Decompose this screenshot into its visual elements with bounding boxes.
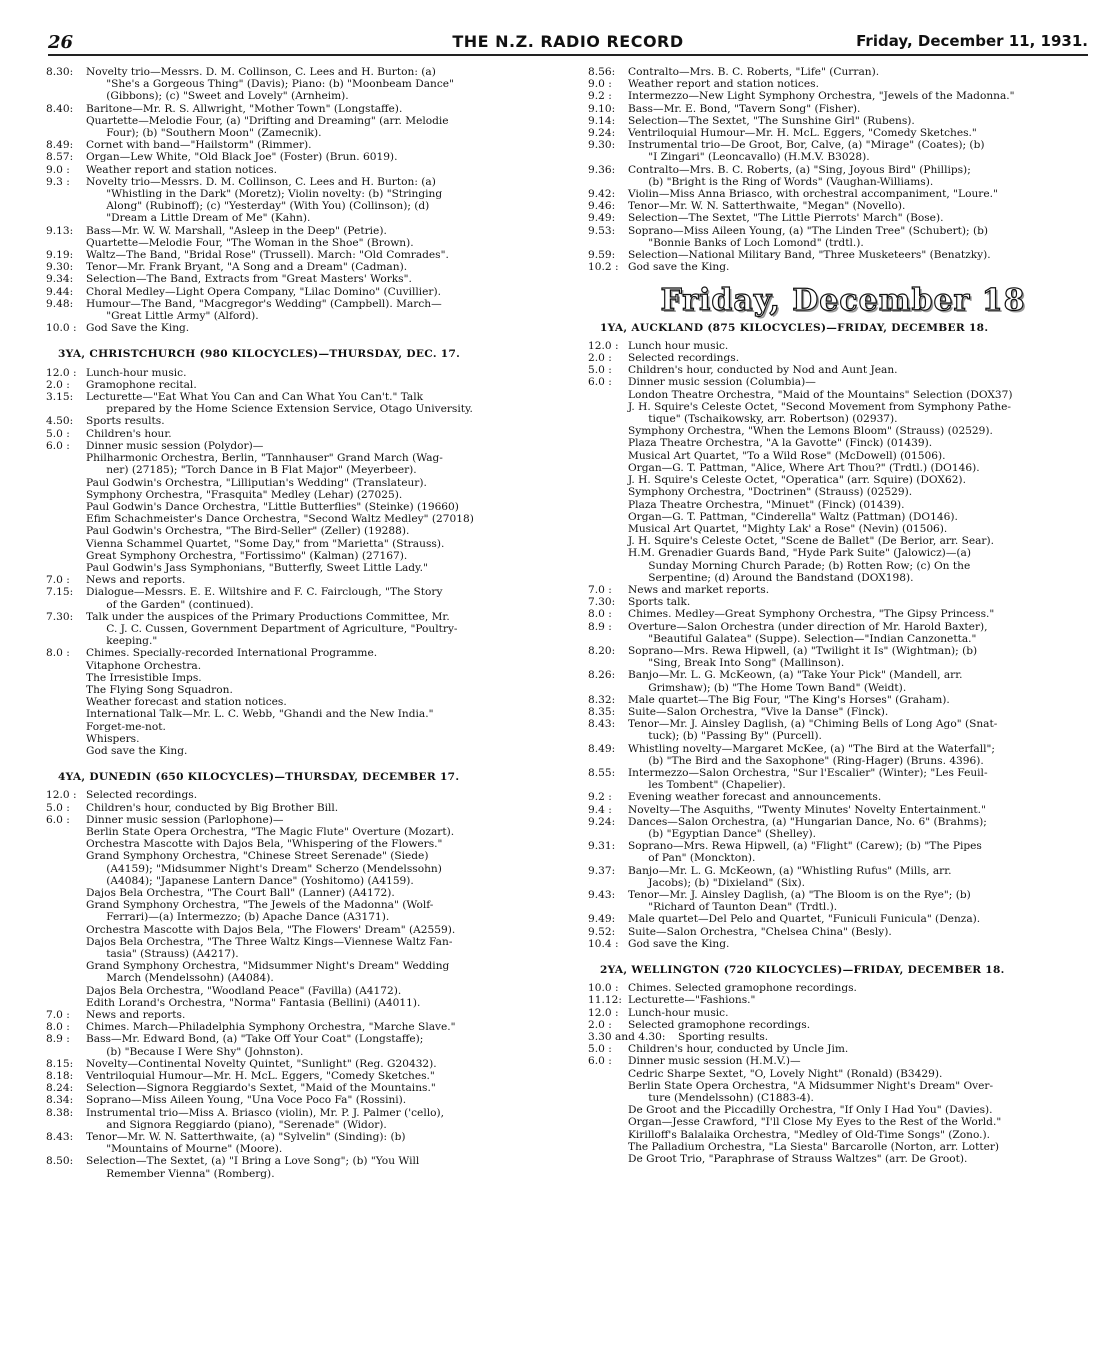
entry-time: 9.3 : — [46, 175, 70, 188]
entry-time: 8.43: — [588, 718, 616, 731]
program-entry — [588, 804, 1098, 816]
entry-text: Dinner music session (Parlophone)— Berlin State Opera Orchestra, "The Magic Flute" Overture (Mozart). Orchestra Mascotte with Dajos Bela, "Whispering of the Flowers." Grand Symphony Orchestra, "Chinese Street Serenade" (Siede) (A4159); "Midsummer Night's Dream" Scherzo (Mendelssohn) (A4084); "Japanese Lantern Dance" (Yoshitomo) (A4159). Dajos Bela Orchestra, "The Court Ball" (Lanner) (A4172). Grand Symphony Orchestra, "The Jewels of the Madonna" (Wolf- Ferrari)—(a) Intermezzo; (b) Apache Dance (A3171). Orchestra Mascotte with Dajos Bela, "The Flowers' Dream" (A2559). Dajos Bela Orchestra, "The Three Waltz Kings—Viennese Waltz Fan- tasia" (Strauss) (A4217). Grand Symphony Orchestra, "Midsummer Night's Dream" Wedding March (Mendelssohn) (A4084). Dajos Bela Orchestra, "Woodland Peace" (Favilla) (A4172). Edith Lorand's Orchestra, "Norma" Fantasia (Bellini) (A4011). — [86, 813, 456, 1009]
entry-text: Talk under the auspices of the Primary Productions Committee, Mr. C. J. C. Cussen, Government Department of Agriculture, "Poultry- keeping." — [86, 610, 458, 648]
program-entry — [46, 1094, 566, 1106]
entry-text: News and reports. — [86, 1009, 186, 1022]
entry-text: Selected recordings. — [628, 352, 740, 365]
entry-time: 8.55: — [588, 766, 616, 779]
program-entry — [588, 188, 1098, 200]
program-entry — [588, 596, 1098, 608]
program-entry — [588, 584, 1098, 596]
entry-text: Male quartet—The Big Four, "The King's Horses" (Graham). — [628, 693, 950, 706]
entry-time: 5.0 : — [46, 801, 70, 814]
entry-time: 8.9 : — [46, 1033, 70, 1046]
entry-time: 7.15: — [46, 586, 74, 599]
entry-text: Bass—Mr. E. Bond, "Tavern Song" (Fisher). — [628, 102, 861, 115]
entry-time: 9.49: — [588, 212, 616, 225]
entry-text: Children's hour, conducted by Big Brother Bill. — [86, 801, 339, 814]
entry-time: 9.48: — [46, 297, 74, 310]
entry-time: 9.0 : — [588, 78, 612, 91]
entry-time: 12.0 : — [588, 1006, 619, 1019]
entry-time: 9.4 : — [588, 803, 612, 816]
entry-text: Children's hour. — [86, 427, 172, 440]
program-entry — [588, 865, 1098, 889]
entry-text: News and market reports. — [628, 583, 770, 596]
entry-text: Children's hour, conducted by Nod and Aunt Jean. — [628, 364, 898, 377]
program-entry — [46, 802, 566, 814]
entry-text: Selection—The Sextet, "The Little Pierrots' March" (Bose). — [628, 212, 944, 225]
entry-time: 10.4 : — [588, 937, 619, 950]
program-entry — [588, 889, 1098, 913]
entry-text: Novelty—Continental Novelty Quintet, "Sunlight" (Reg. G20432). — [86, 1057, 437, 1070]
program-entry — [588, 127, 1098, 139]
station-heading-2ya: 2YA, WELLINGTON (720 KILOCYCLES)—FRIDAY, DECEMBER 18. — [600, 964, 1005, 977]
entry-time: 8.26: — [588, 669, 616, 682]
program-entry — [46, 261, 566, 273]
entry-time: 8.20: — [588, 644, 616, 657]
program-entry — [588, 1019, 1098, 1031]
program-entry — [588, 816, 1098, 840]
program-entry — [46, 286, 566, 298]
issue-date: Friday, December 11, 1931. — [856, 32, 1088, 50]
entry-text: Tenor—Mr. Frank Bryant, "A Song and a Dream" (Cadman). — [86, 261, 408, 274]
entry-time: 9.49: — [588, 913, 616, 926]
program-entry — [588, 1007, 1098, 1019]
entry-text: Dialogue—Messrs. E. E. Wiltshire and F. C. Fairclough, "The Story of the Garden" (continued). — [86, 586, 443, 611]
entry-text: Lecturette—"Eat What You Can and Can What You Can't." Talk prepared by the Home Science Extension Service, Otago University. — [86, 391, 473, 416]
program-entry — [588, 225, 1098, 249]
program-entry — [46, 440, 566, 574]
entry-time: 9.14: — [588, 114, 616, 127]
entry-time: 5.0 : — [588, 1043, 612, 1056]
entry-time: 8.0 : — [46, 647, 70, 660]
entry-time: 8.9 : — [588, 620, 612, 633]
entry-text: Selection—National Military Band, "Three Musketeers" (Benatzky). — [628, 249, 991, 262]
program-entry — [588, 982, 1098, 994]
entry-text: Intermezzo—Salon Orchestra, "Sur l'Escalier" (Winter); "Les Feuil- les Tombent" (Chapelier). — [628, 766, 988, 792]
entry-time: 12.0 : — [46, 366, 77, 379]
program-entry — [46, 1082, 566, 1094]
entry-time: 9.53: — [588, 224, 616, 237]
entry-text: Tenor—Mr. W. N. Satterthwaite, (a) "Sylvelin" (Sinding): (b) "Mountains of Mourne" (Moore). — [86, 1131, 406, 1156]
entry-time: 3.30 and 4.30: — [588, 1031, 666, 1044]
entry-text: Contralto—Mrs. B. C. Roberts, (a) "Sing, Joyous Bird" (Phillips); (b) "Bright is the Ring of Words" (Vaughan-Williams). — [628, 163, 971, 188]
program-entry — [588, 913, 1098, 925]
entry-time: 9.36: — [588, 163, 616, 176]
entry-text: Soprano—Mrs. Rewa Hipwell, (a) "Flight" (Carew); (b) "The Pipes of Pan" (Monckton). — [628, 840, 982, 865]
station-heading-3ya: 3YA, CHRISTCHURCH (980 KILOCYCLES)—THURSDAY, DEC. 17. — [58, 348, 461, 361]
entry-time: 8.57: — [46, 151, 74, 164]
entry-text: Tenor—Mr. J. Ainsley Daglish, (a) "The Bloom is on the Rye"; (b) "Richard of Taunton Dean" (Trdtl.). — [628, 889, 971, 914]
program-entry — [588, 352, 1098, 364]
entry-time: 2.0 : — [588, 1018, 612, 1031]
program-entry — [588, 139, 1098, 163]
program-entry — [588, 694, 1098, 706]
entry-time: 8.24: — [46, 1082, 74, 1095]
entry-time: 2.0 : — [588, 352, 612, 365]
station-heading-4ya: 4YA, DUNEDIN (650 KILOCYCLES)—THURSDAY, DECEMBER 17. — [58, 771, 460, 784]
program-entry — [46, 647, 566, 757]
entry-text: Ventriloquial Humour—Mr. H. McL. Eggers, "Comedy Sketches." — [628, 127, 977, 140]
program-block — [588, 982, 1098, 1165]
entry-text: Novelty trio—Messrs. D. M. Collinson, C. Lees and H. Burton: (a) "Whistling in the Dark" (Moretz); Violin novelty: (b) "Stringing Along" (Rubinoff); (c) "Yesterday" (With You) (Collinson); (d) "Dream a Little Dream of Me" (Kahn). — [86, 175, 443, 225]
entry-text: Humour—The Band, "Macgregor's Wedding" (Campbell). March— "Great Little Army" (Alford). — [86, 297, 442, 323]
program-entry — [588, 115, 1098, 127]
program-entry — [588, 1055, 1098, 1165]
entry-time: 9.24: — [588, 127, 616, 140]
publication-title: THE N.Z. RADIO RECORD — [452, 32, 684, 51]
entry-time: 8.34: — [46, 1094, 74, 1107]
entry-text: Cornet with band—"Hailstorm" (Rimmer). — [86, 139, 312, 152]
entry-text: Soprano—Miss Aileen Young, "Una Voce Poco Fa" (Rossini). — [86, 1094, 407, 1107]
entry-text: Intermezzo—New Light Symphony Orchestra, "Jewels of the Madonna." — [628, 90, 1015, 103]
entry-time: 8.56: — [588, 66, 616, 78]
program-entry — [588, 249, 1098, 261]
program-entry — [46, 574, 566, 586]
entry-text: Lecturette—"Fashions." — [628, 994, 756, 1007]
program-entry — [46, 139, 566, 151]
program-entry — [46, 66, 566, 103]
entry-time: 8.43: — [46, 1131, 74, 1144]
entry-time: 5.0 : — [46, 427, 70, 440]
entry-text: Lunch-hour music. — [86, 366, 187, 379]
entry-time: 9.30: — [46, 261, 74, 274]
entry-time: 7.0 : — [46, 1009, 70, 1022]
entry-time: 11.12: — [588, 994, 622, 1007]
entry-time: 8.15: — [46, 1057, 74, 1070]
entry-text: News and reports. — [86, 574, 186, 587]
program-entry — [46, 103, 566, 140]
entry-time: 9.43: — [588, 889, 616, 901]
entry-text: Suite—Salon Orchestra, "Vive la Danse" (Finck). — [628, 705, 889, 718]
program-entry — [588, 994, 1098, 1006]
entry-text: Contralto—Mrs. B. C. Roberts, "Life" (Curran). — [628, 66, 880, 78]
entry-text: Male quartet—Del Pelo and Quartet, "Funiculi Funicula" (Denza). — [628, 913, 981, 926]
program-entry — [588, 90, 1098, 102]
program-entry — [46, 379, 566, 391]
entry-time: 9.13: — [46, 224, 74, 237]
entry-time: 10.0 : — [588, 982, 619, 995]
day-heading: Friday, December 18 — [660, 283, 1026, 319]
entry-time: 9.46: — [588, 200, 616, 213]
program-block — [588, 340, 1098, 950]
program-entry — [588, 376, 1098, 583]
program-entry — [588, 212, 1098, 224]
entry-time: 9.34: — [46, 273, 74, 286]
entry-text: Sports talk. — [628, 596, 691, 609]
entry-time: 9.2 : — [588, 791, 612, 804]
program-entry — [46, 1107, 566, 1131]
entry-time: 8.18: — [46, 1070, 74, 1083]
entry-time: 9.0 : — [46, 163, 70, 176]
program-entry — [46, 391, 566, 415]
program-entry — [46, 176, 566, 225]
entry-time: 6.0 : — [588, 376, 612, 389]
program-entry — [588, 261, 1098, 273]
program-entry — [46, 1070, 566, 1082]
entry-text: Violin—Miss Anna Briasco, with orchestral accompaniment, "Loure." — [628, 188, 998, 201]
entry-text: Gramophone recital. — [86, 378, 197, 391]
entry-text: Children's hour, conducted by Uncle Jim. — [628, 1043, 849, 1056]
entry-text: Whistling novelty—Margaret McKee, (a) "The Bird at the Waterfall"; (b) "The Bird and the Saxophone" (Ring-Hager) (Bruns. 4396). — [628, 742, 995, 767]
entry-time: 9.2 : — [588, 90, 612, 103]
program-entry — [46, 1155, 566, 1179]
program-entry — [46, 814, 566, 1009]
station-heading-1ya: 1YA, AUCKLAND (875 KILOCYCLES)—FRIDAY, DECEMBER 18. — [600, 321, 989, 334]
program-entry — [46, 1009, 566, 1021]
entry-text: Selection—The Sextet, (a) "I Bring a Love Song"; (b) "You Will Remember Vienna" (Romberg). — [86, 1155, 420, 1180]
entry-text: Soprano—Mrs. Rewa Hipwell, (a) "Twilight it Is" (Wightman); (b) "Sing, Break Into Song" (Mallinson). — [628, 644, 978, 670]
entry-time: 8.32: — [588, 693, 616, 706]
program-entry — [588, 340, 1098, 352]
program-entry — [588, 364, 1098, 376]
program-entry — [588, 791, 1098, 803]
entry-time: 7.0 : — [588, 583, 612, 596]
entry-time: 9.30: — [588, 139, 616, 152]
entry-text: Dinner music session (Columbia)— London Theatre Orchestra, "Maid of the Mountains" Selection (DOX37) J. H. Squire's Celeste Octet, "Second Movement from Symphony Pathe- tique" (Tschaikowsky, arr. Robertson) (02937). Symphony Orchestra, "When the Lemons Bloom" (Strauss) (02529). Plaza Theatre Orchestra, "A la Gavotte" (Finck) (01439). Musical Art Quartet, "To a Wild Rose" (McDowell) (01506). Organ—G. T. Pattman, "Alice, Where Art Thou?" (Trdtl.) (DO146). J. H. Squire's Celeste Octet, "Operatica" (arr. Squire) (DOX62). Symphony Orchestra, "Doctrinen" (Strauss) (02529). Plaza Theatre Orchestra, "Minuet" (Finck) (01439). Organ—G. T. Pattman, "Cinderella" Waltz (Pattman) (DO146). Musical Art Quartet, "Mighty Lak' a Rose" (Nevin) (01506). J. H. Squire's Celeste Octet, "Scene de Ballet" (De Berior, arr. Sear). H.M. Grenadier Guards Band, "Hyde Park Suite" (Jalowicz)—(a) Sunday Morning Church Parade; (b) Rotten Row; (c) On the Serpentine; (d) Around the Bandstand (DOX198). — [628, 376, 1013, 584]
entry-text: Sporting results. — [678, 1031, 769, 1044]
program-entry — [46, 164, 566, 176]
entry-time: 7.0 : — [46, 574, 70, 587]
entry-time: 9.24: — [588, 815, 616, 828]
entry-time: 8.49: — [46, 139, 74, 152]
program-entry — [46, 789, 566, 801]
entry-text: Dances—Salon Orchestra, (a) "Hungarian Dance, No. 6" (Brahms); (b) "Egyptian Dance" (Shelley). — [628, 815, 987, 840]
program-entry — [588, 840, 1098, 864]
entry-time: 8.49: — [588, 742, 616, 755]
program-entry — [588, 767, 1098, 791]
program-entry — [46, 151, 566, 163]
entry-text: Sports results. — [86, 415, 165, 428]
entry-time: 12.0 : — [588, 339, 619, 352]
program-entry — [46, 225, 566, 249]
page-number: 26 — [48, 32, 74, 53]
program-entry — [46, 415, 566, 427]
entry-time: 8.30: — [46, 66, 74, 78]
program-entry — [46, 1033, 566, 1057]
entry-time: 6.0 : — [588, 1055, 612, 1068]
entry-time: 9.37: — [588, 864, 616, 877]
program-entry — [588, 1043, 1098, 1055]
program-entry — [46, 428, 566, 440]
entry-text: Choral Medley—Light Opera Company, "Lilac Domino" (Cuvillier). — [86, 285, 441, 298]
entry-text: Novelty—The Asquiths, "Twenty Minutes' Novelty Entertainment." — [628, 803, 986, 816]
entry-time: 7.30: — [46, 610, 74, 623]
entry-time: 9.42: — [588, 188, 616, 201]
entry-time: 8.0 : — [588, 608, 612, 621]
entry-time: 9.10: — [588, 102, 616, 115]
entry-text: Baritone—Mr. R. S. Allwright, "Mother Town" (Longstaffe). Quartette—Melodie Four, (a) "Drifting and Dreaming" (arr. Melodie Four); (b) "Southern Moon" (Zamecnik). — [86, 102, 449, 140]
program-block — [46, 789, 566, 1180]
program-entry — [588, 669, 1098, 693]
entry-time: 10.0 : — [46, 322, 77, 335]
entry-text: Bass—Mr. W. W. Marshall, "Asleep in the Deep" (Petrie). Quartette—Melodie Four, "The Woman in the Shoe" (Brown). — [86, 224, 414, 249]
entry-time: 7.30: — [588, 596, 616, 609]
entry-text: Weather report and station notices. — [628, 78, 819, 91]
entry-text: Chimes. Selected gramophone recordings. — [628, 982, 857, 995]
program-entry — [46, 298, 566, 322]
entry-time: 2.0 : — [46, 378, 70, 391]
entry-text: Instrumental trio—De Groot, Bor, Calve, (a) "Mirage" (Coates); (b) "I Zingari" (Leoncavallo) (H.M.V. B3028). — [628, 139, 985, 164]
entry-text: Novelty trio—Messrs. D. M. Collinson, C. Lees and H. Burton: (a) "She's a Gorgeous Thing" (Davis); Piano: (b) "Moonbeam Dance" (Gibbons); (c) "Sweet and Lovely" (Arnheim). — [86, 66, 454, 103]
program-block — [46, 367, 566, 758]
entry-text: Chimes. March—Philadelphia Symphony Orchestra, "Marche Slave." — [86, 1021, 456, 1034]
program-entry — [588, 706, 1098, 718]
entry-text: Waltz—The Band, "Bridal Rose" (Trussell). March: "Old Comrades". — [86, 249, 449, 262]
right-column — [588, 66, 1098, 1165]
entry-time: 9.19: — [46, 249, 74, 262]
program-entry — [588, 608, 1098, 620]
program-entry — [46, 1131, 566, 1155]
program-entry — [588, 621, 1098, 645]
entry-text: Suite—Salon Orchestra, "Chelsea China" (Besly). — [628, 925, 892, 938]
entry-time: 6.0 : — [46, 813, 70, 826]
entry-text: Selected gramophone recordings. — [628, 1018, 811, 1031]
entry-time: 8.0 : — [46, 1021, 70, 1034]
entry-text: Chimes. Medley—Great Symphony Orchestra, "The Gipsy Princess." — [628, 608, 995, 621]
entry-text: Selection—The Band, Extracts from "Great Masters' Works". — [86, 273, 412, 286]
program-entry — [588, 78, 1098, 90]
program-entry — [46, 1058, 566, 1070]
entry-text: Lunch hour music. — [628, 339, 729, 352]
entry-text: Dinner music session (H.M.V.)— Cedric Sharpe Sextet, "O, Lovely Night" (Ronald) (B3429). Berlin State Opera Orchestra, "A Midsummer Night's Dream" Over- ture (Mendelssohn) (C1883-4). De Groot and the Piccadilly Orchestra, "If Only I Had You" (Davies). Organ—Jesse Crawford, "I'll Close My Eyes to the Rest of the World." Kirilloff's Balalaika Orchestra, "Medley of Old-Time Songs" (Zono.). The Palladium Orchestra, "La Siesta" Barcarolle (Norton, arr. Lotter) De Groot Trio, "Paraphrase of Strauss Waltzes" (arr. De Groot). — [628, 1055, 1002, 1166]
program-entry — [588, 200, 1098, 212]
entry-text: God Save the King. — [86, 322, 190, 335]
entry-time: 5.0 : — [588, 364, 612, 377]
entry-text: Banjo—Mr. L. G. McKeown, (a) "Whistling Rufus" (Mills, arr. Jacobs); (b) "Dixieland" (Six). — [628, 864, 952, 889]
entry-time: 8.38: — [46, 1106, 74, 1119]
program-entry — [46, 367, 566, 379]
program-entry — [46, 273, 566, 285]
program-entry — [588, 1031, 1098, 1043]
page-header — [48, 32, 1088, 56]
entry-text: Selection—Signora Reggiardo's Sextet, "Maid of the Mountains." — [86, 1082, 436, 1095]
program-entry — [46, 249, 566, 261]
entry-text: Tenor—Mr. J. Ainsley Daglish, (a) "Chiming Bells of Long Ago" (Snat- tuck); (b) "Passing By" (Purcell). — [628, 718, 998, 743]
entry-text: Tenor—Mr. W. N. Satterthwaite, "Megan" (Novello). — [628, 200, 906, 213]
program-entry — [588, 103, 1098, 115]
program-entry — [46, 1021, 566, 1033]
entry-text: God save the King. — [628, 937, 730, 950]
program-entry — [46, 586, 566, 610]
program-entry — [46, 322, 566, 334]
entry-time: 12.0 : — [46, 789, 77, 802]
entry-time: 9.31: — [588, 840, 616, 853]
entry-time: 9.59: — [588, 249, 616, 262]
entry-text: Bass—Mr. Edward Bond, (a) "Take Off Your Coat" (Longstaffe); (b) "Because I Were Shy" (Johnston). — [86, 1033, 424, 1058]
entry-time: 6.0 : — [46, 439, 70, 452]
program-entry — [588, 743, 1098, 767]
entry-text: God save the King. — [628, 261, 730, 274]
program-block — [588, 66, 1098, 273]
entry-time: 8.40: — [46, 102, 74, 115]
entry-text: Chimes. Specially-recorded International Programme. Vitaphone Orchestra. The Irresistible Imps. The Flying Song Squadron. Weather forecast and station notices. International Talk—Mr. L. C. Webb, "Ghandi and the New India." Forget-me-not. Whispers. God save the King. — [86, 647, 434, 757]
entry-time: 8.35: — [588, 705, 616, 718]
left-column — [46, 66, 566, 1180]
entry-text: Selection—The Sextet, "The Sunshine Girl" (Rubens). — [628, 114, 915, 127]
program-entry — [588, 645, 1098, 669]
program-entry — [588, 926, 1098, 938]
entry-text: Weather report and station notices. — [86, 163, 277, 176]
entry-time: 4.50: — [46, 415, 74, 428]
entry-text: Lunch-hour music. — [628, 1006, 729, 1019]
program-block — [46, 66, 566, 334]
entry-text: Organ—Lew White, "Old Black Joe" (Foster) (Brun. 6019). — [86, 151, 398, 164]
entry-text: Overture—Salon Orchestra (under direction of Mr. Harold Baxter), "Beautiful Galatea" (Suppe). Selection—"Indian Canzonetta." — [628, 620, 988, 645]
entry-time: 9.52: — [588, 925, 616, 938]
entry-time: 8.50: — [46, 1155, 74, 1168]
program-entry — [588, 164, 1098, 188]
entry-time: 10.2 : — [588, 261, 619, 274]
program-entry — [588, 66, 1098, 78]
entry-text: Selected recordings. — [86, 789, 198, 802]
entry-text: Ventriloquial Humour—Mr. H. McL. Eggers, "Comedy Sketches." — [86, 1070, 435, 1083]
program-entry — [588, 718, 1098, 742]
entry-time: 3.15: — [46, 391, 74, 404]
entry-time: 9.44: — [46, 285, 74, 298]
entry-text: Banjo—Mr. L. G. McKeown, (a) "Take Your Pick" (Mandell, arr. Grimshaw); (b) "The Home Town Band" (Weidt). — [628, 669, 963, 694]
entry-text: Instrumental trio—Miss A. Briasco (violin), Mr. P. J. Palmer ('cello), and Signora Reggiardo (piano), "Serenade" (Widor). — [86, 1106, 444, 1131]
entry-text: Evening weather forecast and announcements. — [628, 791, 882, 804]
entry-text: Soprano—Miss Aileen Young, (a) "The Linden Tree" (Schubert); (b) "Bonnie Banks of Loch Lomond" (trdtl.). — [628, 224, 989, 249]
program-entry — [46, 611, 566, 648]
program-entry — [588, 938, 1098, 950]
entry-text: Dinner music session (Polydor)— Philharmonic Orchestra, Berlin, "Tannhauser" Grand March (Wag- ner) (27185); "Torch Dance in B Flat Major" (Meyerbeer). Paul Godwin's Orchestra, "Lilliputian's Wedding" (Translateur). Symphony Orchestra, "Frasquita" Medley (Lehar) (27025). Paul Godwin's Dance Orchestra, "Little Butterflies" (Steinke) (19660) Efim Schachmeister's Dance Orchestra, "Second Waltz Medley" (27018) Paul Godwin's Orchestra, "The Bird-Seller" (Zeller) (19288). Vienna Schammel Quartet, "Some Day," from "Marietta" (Strauss). Great Symphony Orchestra, "Fortissimo" (Kalman) (27167). Paul Godwin's Jass Symphonians, "Butterfly, Sweet Little Lady." — [86, 439, 474, 574]
